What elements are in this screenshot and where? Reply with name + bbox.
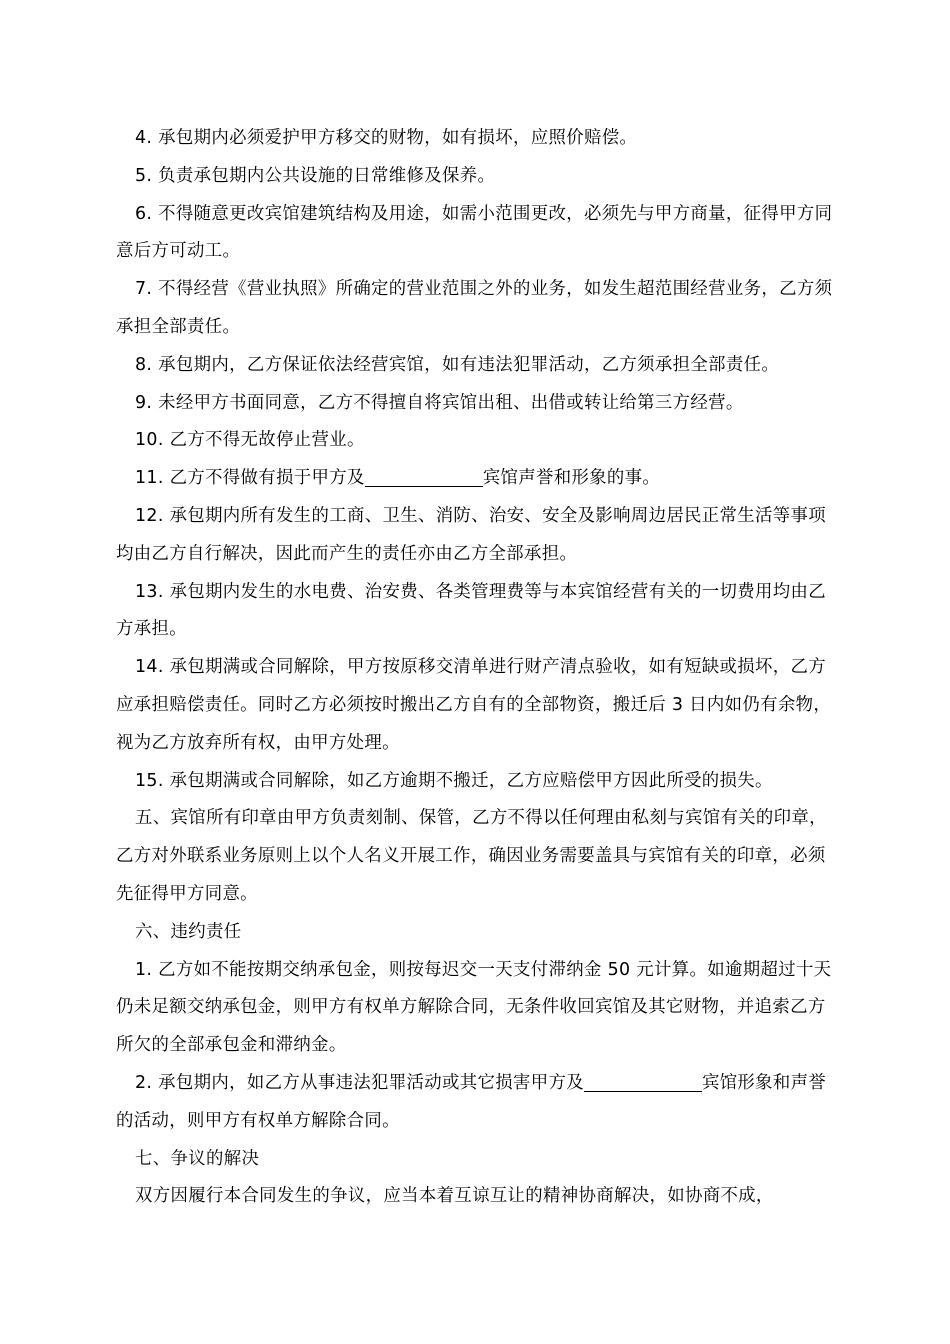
clause-4: 4. 承包期内必须爱护甲方移交的财物，如有损坏，应照价赔偿。 bbox=[135, 128, 638, 148]
clause-5: 5. 负责承包期内公共设施的日常维修及保养。 bbox=[135, 165, 496, 186]
section-6-item-1: 1. 乙方如不能按期交纳承包金，则按每迟交一天支付滞纳金 50 元计算。如逾期超过十天仍未足额交纳承包金，则甲方有权单方解除合同，无条件收回宾馆及其它财物，并追索乙方所欠的全部承包金和滞纳金。 bbox=[116, 959, 832, 1056]
clause-11 bbox=[116, 460, 836, 498]
clause-13: 13. 承包期内发生的水电费、治安费、各类管理费等与本宾馆经营有关的一切费用均由乙方承担。 bbox=[116, 581, 826, 640]
document-page bbox=[116, 120, 836, 1216]
clause-7: 7. 不得经营《营业执照》所确定的营业范围之外的业务，如发生超范围经营业务，乙方须承担全部责任。 bbox=[116, 279, 833, 337]
section-7-text: 双方因履行本合同发生的争议，应当本着互谅互让的精神协商解决，如协商不成， bbox=[135, 1186, 774, 1207]
section-5: 五、宾馆所有印章由甲方负责刻制、保管，乙方不得以任何理由私刻与宾馆有关的印章，乙方对外联系业务原则上以个人名义开展工作，确因业务需要盖具与宾馆有关的印章，必须先征得甲方同意。 bbox=[116, 808, 827, 904]
section-6-item-2 bbox=[116, 1065, 836, 1141]
section-6-item-2-before: 2. 承包期内，如乙方从事违法犯罪活动或其它损害甲方及 bbox=[135, 1072, 584, 1093]
section-6-heading: 六、违约责任 bbox=[135, 921, 242, 942]
clause-6: 6. 不得随意更改宾馆建筑结构及用途，如需小范围更改，必须先与甲方商量，征得甲方同意后方可动工。 bbox=[116, 203, 833, 262]
clause-9: 9. 未经甲方书面同意，乙方不得擅自将宾馆出租、出借或转让给第三方经营。 bbox=[135, 392, 744, 413]
clause-12: 12. 承包期内所有发生的工商、卫生、消防、治安、安全及影响周边居民正常生活等事项均由乙方自行解决，因此而产生的责任亦由乙方全部承担。 bbox=[116, 505, 826, 564]
fill-in-blank bbox=[365, 466, 483, 487]
section-7-heading: 七、争议的解决 bbox=[135, 1148, 260, 1169]
clause-11-after: 宾馆声誉和形象的事。 bbox=[482, 468, 661, 489]
clause-15: 15. 承包期满或合同解除，如乙方逾期不搬迁，乙方应赔偿甲方因此所受的损失。 bbox=[135, 770, 773, 791]
clause-8: 8. 承包期内，乙方保证依法经营宾馆，如有违法犯罪活动，乙方须承担全部责任。 bbox=[135, 354, 780, 375]
clause-10: 10. 乙方不得无故停止营业。 bbox=[135, 430, 365, 451]
clause-14: 14. 承包期满或合同解除，甲方按原移交清单进行财产清点验收，如有短缺或损坏，乙方应承担赔偿责任。同时乙方必须按时搬出乙方自有的全部物资，搬迁后 3 日内如仍有余物，视为乙方放弃所有权，由甲方处理。 bbox=[116, 657, 832, 753]
clause-11-before: 11. 乙方不得做有损于甲方及 bbox=[135, 468, 365, 489]
fill-in-blank bbox=[584, 1071, 702, 1092]
section-6-item-2-after: 宾馆形象和声誉的活动，则甲方有权单方解除合同。 bbox=[116, 1072, 827, 1131]
